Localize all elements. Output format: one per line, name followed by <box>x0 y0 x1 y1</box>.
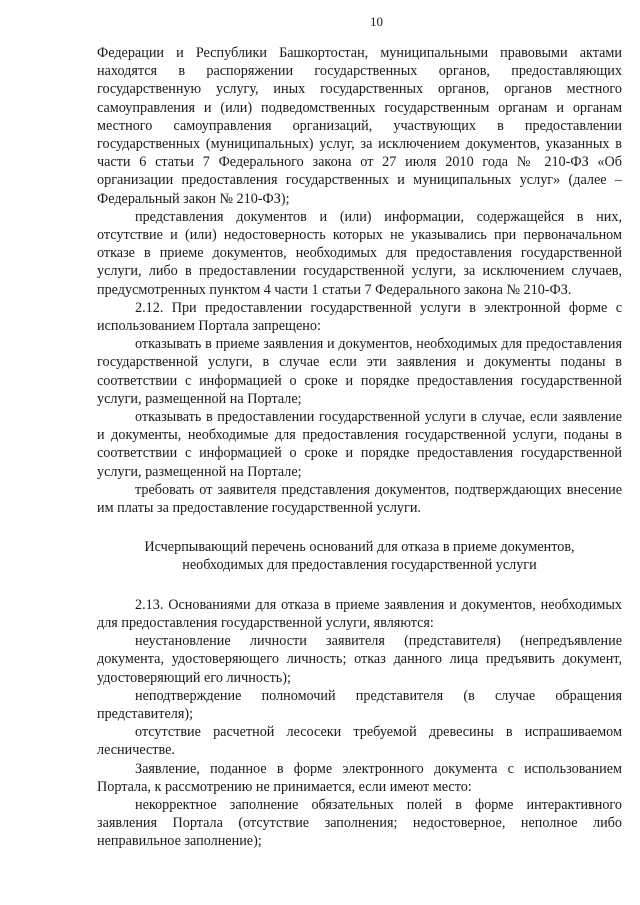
paragraph: отказывать в приеме заявления и документов, необходимых для предоставления государственной услуги, в случае если эти заявления и документы поданы в соответствии с информацией о сроке и порядке предоставления государственной услуги, размещенной на Портале; <box>97 336 622 407</box>
section-heading <box>97 538 622 574</box>
page-number: 10 <box>370 14 383 29</box>
paragraph: требовать от заявителя представления документов, подтверждающих внесение им платы за предоставление государственной услуги. <box>97 481 622 517</box>
paragraph: представления документов и (или) информации, содержащейся в них, отсутствие и (или) недостоверность которых не указывались при первоначальном отказе в приеме документов, необходимых для предоставления государственной услуги, либо в предоставлении государственной услуги, за исключением случаев, предусмотренных пунктом 4 части 1 статьи 7 Федерального закона № 210-ФЗ. <box>97 208 622 298</box>
paragraph: отказывать в предоставлении государственной услуги в случае, если заявление и документы, необходимые для предоставления государственной услуги, поданы в соответствии с информацией о сроке и порядке предоставления государственной услуги, размещенной на Портале; <box>97 409 622 480</box>
section-heading-line: необходимых для предоставления государственной услуги <box>182 557 537 574</box>
paragraph: отсутствие расчетной лесосеки требуемой древесины в испрашиваемом лесничестве. <box>97 724 622 759</box>
paragraph: 2.13. Основаниями для отказа в приеме заявления и документов, необходимых для предоставления государственной услуги, являются: <box>97 596 622 631</box>
bottom-text-block <box>97 596 622 851</box>
section-heading-line: Исчерпывающий перечень оснований для отказа в приеме документов, <box>144 539 575 556</box>
paragraph: Заявление, поданное в форме электронного документа с использованием Портала, к рассмотрению не принимается, если имеют место: <box>97 760 622 795</box>
paragraph: Федерации и Республики Башкортостан, муниципальными правовыми актами находятся в распоряжении государственных органов, предоставляющих государственную услугу, иных государственных органов, органов местного самоуправления и (или) подведомственных государственным органам и органам местного самоуправления организаций, участвующих в предоставлении государственных (муниципальных) услуг, за исключением документов, указанных в части 6 статьи 7 Федерального закона от 27 июля 2010 года № 210-ФЗ «Об организации предоставления государственных и муниципальных услуг» (далее – Федеральный закон № 210-ФЗ); <box>97 45 622 207</box>
paragraph: некорректное заполнение обязательных полей в форме интерактивного заявления Портала (отсутствие заполнения; недостоверное, неполное либо неправильное заполнение); <box>97 796 622 850</box>
paragraph: 2.12. При предоставлении государственной услуги в электронной форме с использованием Портала запрещено: <box>97 299 622 335</box>
paragraph: неустановление личности заявителя (представителя) (непредъявление документа, удостоверяющего личность; отказ данного лица предъявить документ, удостоверяющий его личность); <box>97 633 622 686</box>
paragraph: неподтверждение полномочий представителя (в случае обращения представителя); <box>97 687 622 722</box>
top-text-block <box>97 44 622 517</box>
